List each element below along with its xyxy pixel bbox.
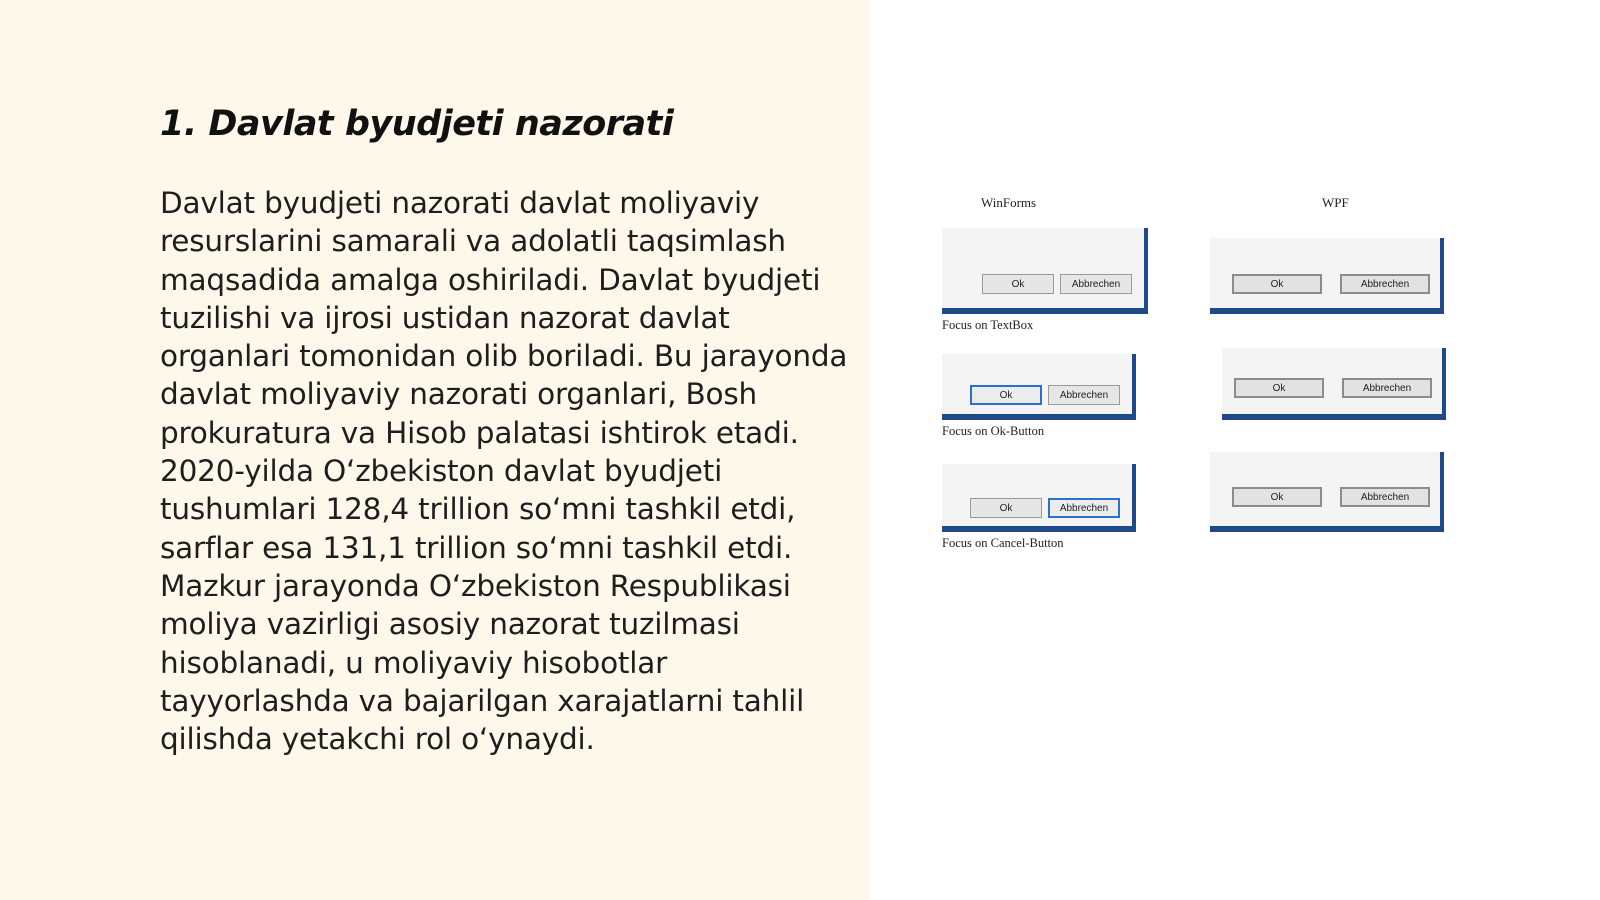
ok-button: Ok xyxy=(970,498,1042,518)
wpf-dialog-cancel-focus xyxy=(1210,452,1444,532)
winforms-header: WinForms xyxy=(981,195,1037,210)
cancel-button: Abbrechen xyxy=(1340,274,1430,294)
ok-button-focused: Ok xyxy=(1234,378,1324,398)
cancel-button-focused: Abbrechen xyxy=(1048,498,1120,518)
wpf-dialog-textbox-focus xyxy=(1210,238,1444,314)
ok-button: Ok xyxy=(1232,487,1322,507)
slide-body-text: Davlat byudjeti nazorati davlat moliyaviy resurslarini samarali va adolatli taqsimlash maqsadida amalga oshiriladi. Davlat byudjeti tuzilishi va ijrosi ustidan nazorat davlat organlari tomonidan olib boriladi. Bu jarayonda davlat moliyaviy nazorati organlari, Bosh prokuratura va Hisob palatasi ishtirok etadi. 2020-yilda O‘zbekiston davlat byudjeti tushumlari 128,4 trillion so‘mni tashkil etdi, sarflar esa 131,1 trillion so‘mni tashkil etdi. Mazkur jarayonda O‘zbekiston Respublikasi moliya vazirligi asosiy nazorat tuzilmasi hisoblanadi, u moliyaviy hisobotlar tayyorlashda va bajarilgan xarajatlarni tahlil qilishda yetakchi rol o‘ynaydi. xyxy=(160,186,848,757)
caption-ok-focus: Focus on Ok-Button xyxy=(942,424,1045,438)
wpf-dialog-ok-focus xyxy=(1222,348,1446,420)
focus-comparison-figure xyxy=(900,180,1480,580)
caption-textbox-focus: Focus on TextBox xyxy=(942,318,1034,332)
caption-cancel-focus: Focus on Cancel-Button xyxy=(942,536,1064,550)
ok-button: Ok xyxy=(982,274,1054,294)
slide-title: 1. Davlat byudjeti nazorati xyxy=(160,104,674,144)
ok-button: Ok xyxy=(1232,274,1322,294)
cancel-button: Abbrechen xyxy=(1048,385,1120,405)
ok-button-focused: Ok xyxy=(970,385,1042,405)
wpf-header: WPF xyxy=(1322,195,1349,210)
cancel-button-focused: Abbrechen xyxy=(1340,487,1430,507)
winforms-dialog-cancel-focus xyxy=(942,464,1136,532)
cancel-button: Abbrechen xyxy=(1342,378,1432,398)
winforms-dialog-ok-focus xyxy=(942,354,1136,420)
cancel-button: Abbrechen xyxy=(1060,274,1132,294)
winforms-dialog-textbox-focus xyxy=(942,228,1148,314)
